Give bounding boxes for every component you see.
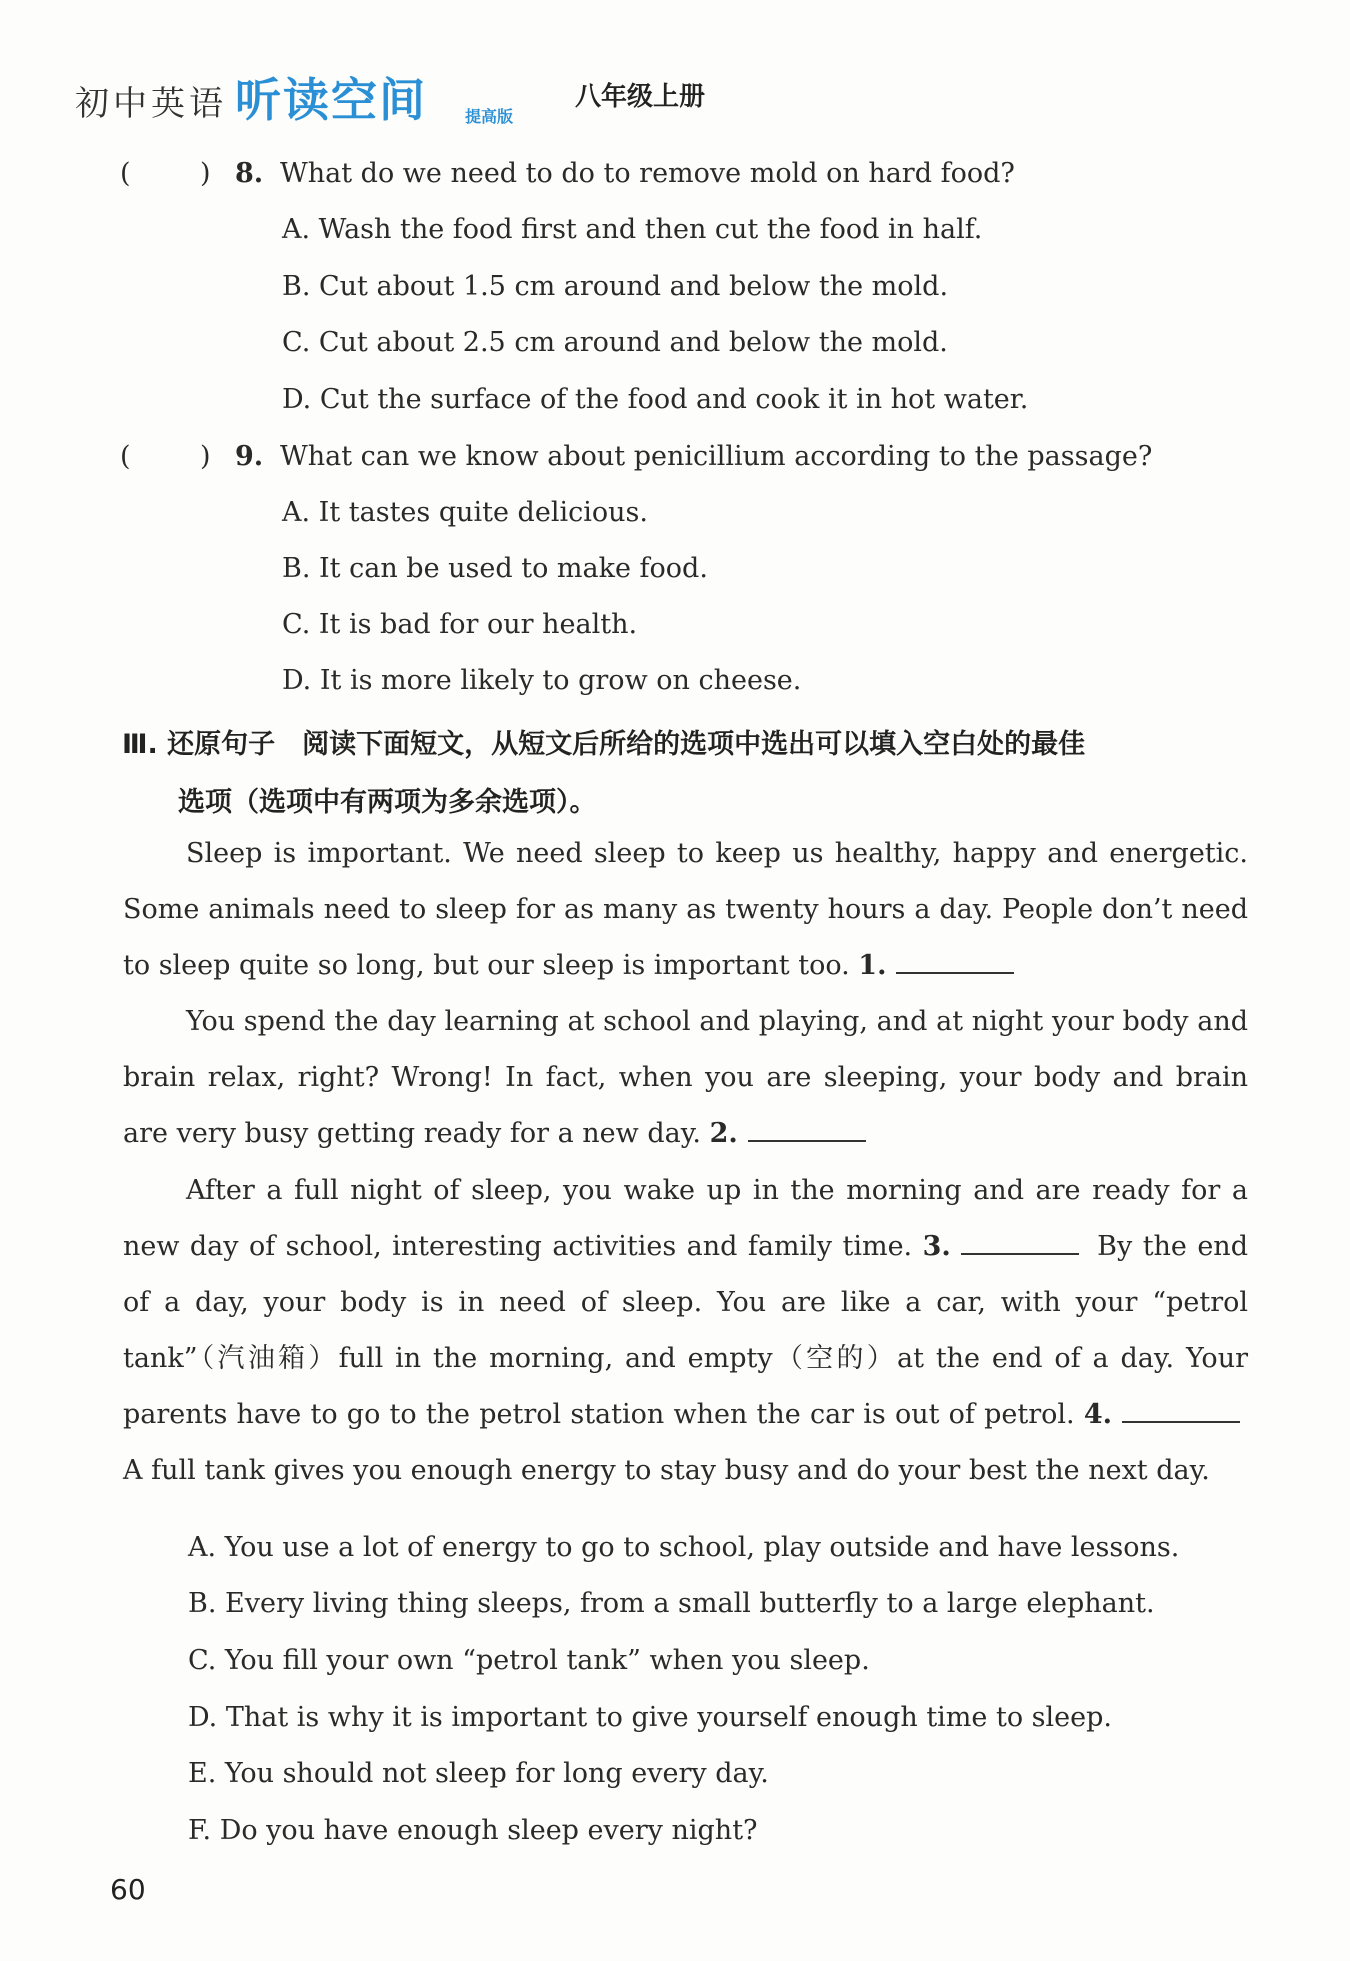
option-9c: C. It is bad for our health. — [282, 609, 638, 640]
paragraph-text: You spend the day learning at school and playing, and at night your body and brain relax, right? Wrong! In fact, when you are sleeping, your body and brain are very busy getting ready for a new day. — [123, 1006, 1248, 1149]
option-9a: A. It tastes quite delicious. — [282, 497, 648, 528]
blank-line[interactable] — [748, 1118, 866, 1142]
answer-paren-open: ( — [120, 158, 131, 189]
passage-paragraph-2 — [123, 994, 1248, 1162]
choice-f: F. Do you have enough sleep every night? — [188, 1815, 758, 1846]
subject-label: 初中英语 — [75, 84, 227, 124]
brand-logo: 听读空间 — [235, 73, 427, 127]
blank-number: 1. — [858, 950, 887, 981]
option-8a: A. Wash the food first and then cut the food in half. — [282, 214, 983, 245]
page-header — [75, 70, 1275, 130]
blank-number: 2. — [709, 1118, 738, 1149]
choice-a: A. You use a lot of energy to go to school, play outside and have lessons. — [188, 1532, 1180, 1563]
option-8c: C. Cut about 2.5 cm around and below the mold. — [282, 327, 948, 358]
paragraph-text: By the end of a day, your body is in need of sleep. You are like a car, with your “petrol tank”（汽油箱）full in the morning, and empty（空的）at the end of a day. Your parents have to go to the petrol station when the car is out of petrol. — [123, 1231, 1248, 1430]
choice-e: E. You should not sleep for long every day. — [188, 1758, 769, 1789]
paragraph-text: A full tank gives you enough energy to stay busy and do your best the next day. — [123, 1455, 1210, 1486]
question-text: What can we know about penicillium according to the passage? — [280, 441, 1153, 472]
option-8b: B. Cut about 1.5 cm around and below the mold. — [282, 271, 949, 302]
section-title-line2: 选项（选项中有两项为多余选项）。 — [178, 787, 597, 818]
blank-line[interactable] — [961, 1231, 1079, 1255]
blank-number: 4. — [1083, 1399, 1112, 1430]
option-8d: D. Cut the surface of the food and cook it in hot water. — [282, 384, 1029, 415]
passage-paragraph-3 — [123, 1163, 1248, 1499]
answer-paren-close: ) — [200, 158, 211, 189]
passage-paragraph-1 — [123, 826, 1248, 994]
question-number: 9. — [235, 441, 264, 472]
answer-paren-open: ( — [120, 441, 131, 472]
blank-number: 3. — [922, 1231, 951, 1262]
question-text: What do we need to do to remove mold on hard food? — [280, 158, 1015, 189]
blank-line[interactable] — [1122, 1399, 1240, 1423]
page-number: 60 — [110, 1873, 146, 1906]
option-9d: D. It is more likely to grow on cheese. — [282, 665, 802, 696]
option-9b: B. It can be used to make food. — [282, 553, 708, 584]
choice-b: B. Every living thing sleeps, from a small butterfly to a large elephant. — [188, 1588, 1155, 1619]
grade-label: 八年级上册 — [575, 82, 706, 112]
answer-paren-close: ) — [200, 441, 211, 472]
choice-d: D. That is why it is important to give yourself enough time to sleep. — [188, 1702, 1112, 1733]
section-title-line1: Ⅲ. 还原句子 阅读下面短文，从短文后所给的选项中选出可以填入空白处的最佳 — [122, 729, 1086, 760]
blank-line[interactable] — [896, 950, 1014, 974]
paragraph-text: Sleep is important. We need sleep to keep us healthy, happy and energetic. Some animals need to sleep for as many as twenty hours a day. People don’t need to sleep quite so long, but our sleep is important too. — [123, 838, 1248, 981]
paragraph-text: After a full night of sleep, you wake up in the morning and are ready for a new day of school, interesting activities and family time. — [123, 1175, 1248, 1262]
brand-edition: 提高版 — [465, 107, 514, 126]
choice-c: C. You fill your own “petrol tank” when you sleep. — [188, 1645, 870, 1676]
question-number: 8. — [235, 158, 264, 189]
